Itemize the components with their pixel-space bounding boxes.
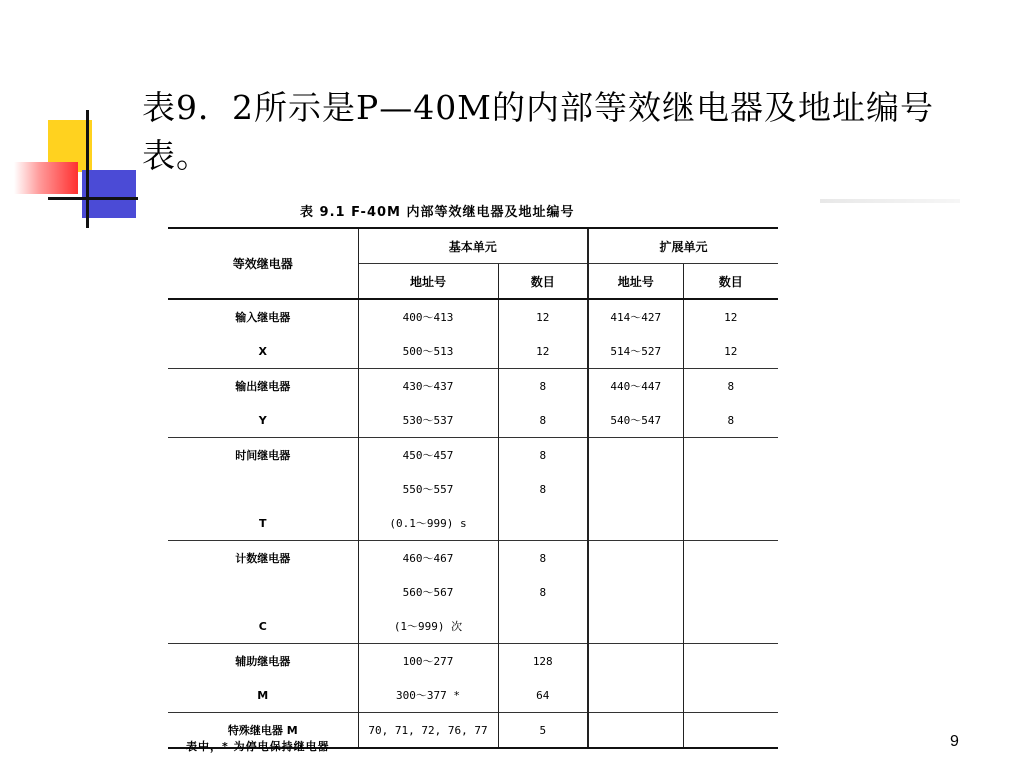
decor-faint-line <box>820 199 960 203</box>
table-row <box>168 678 778 713</box>
cell-address: (0.1～999) s <box>358 506 498 541</box>
cell-ext-address: 514～527 <box>588 334 683 369</box>
cell-address: (1～999) 次 <box>358 609 498 644</box>
cell-ext-address <box>588 438 683 473</box>
table-row <box>168 403 778 438</box>
table-row <box>168 541 778 576</box>
cell-ext-address <box>588 506 683 541</box>
table-row <box>168 644 778 679</box>
cell-count: 64 <box>498 678 588 713</box>
cell-ext-count: 8 <box>683 369 778 404</box>
cell-address: 100～277 <box>358 644 498 679</box>
cell-count: 8 <box>498 369 588 404</box>
cell-relay: C <box>258 619 267 633</box>
cell-ext-count <box>683 678 778 713</box>
cell-relay: 输入继电器 <box>235 311 291 324</box>
cell-ext-address <box>588 678 683 713</box>
table-row <box>168 438 778 473</box>
cell-relay: M <box>257 688 269 702</box>
cell-count: 8 <box>498 575 588 609</box>
header-basic-unit: 基本单元 <box>358 228 588 264</box>
table-row <box>168 472 778 506</box>
cell-address: 400～413 <box>358 299 498 334</box>
cell-address: 70, 71, 72, 76, 77 <box>358 713 498 749</box>
cell-ext-count <box>683 609 778 644</box>
cell-count: 8 <box>498 438 588 473</box>
cell-address: 530～537 <box>358 403 498 438</box>
cell-address: 430～437 <box>358 369 498 404</box>
cell-relay: Y <box>258 413 267 427</box>
table-row <box>168 609 778 644</box>
cell-ext-address <box>588 644 683 679</box>
header-extension-unit: 扩展单元 <box>588 228 778 264</box>
table-footnote: 表中，* 为停电保持继电器 <box>186 740 330 753</box>
cell-ext-address <box>588 575 683 609</box>
cell-count: 8 <box>498 541 588 576</box>
cell-relay: 辅助继电器 <box>168 644 358 679</box>
cell-count: 12 <box>498 299 588 334</box>
cell-count: 5 <box>498 713 588 749</box>
cell-ext-count <box>683 575 778 609</box>
cell-relay: X <box>258 344 267 358</box>
cell-relay: 时间继电器 <box>168 438 358 473</box>
decor-vertical-line <box>86 110 89 228</box>
cell-count: 8 <box>498 403 588 438</box>
cell-count: 128 <box>498 644 588 679</box>
cell-ext-count: 8 <box>683 403 778 438</box>
decor-horizontal-line <box>48 197 138 200</box>
cell-count <box>498 506 588 541</box>
cell-relay: 计数继电器 <box>168 541 358 576</box>
cell-ext-count <box>683 472 778 506</box>
cell-relay: T <box>258 516 267 530</box>
cell-ext-address <box>588 472 683 506</box>
header-equivalent-relay: 等效继电器 <box>168 228 358 299</box>
cell-ext-count: 12 <box>683 299 778 334</box>
cell-address: 300～377 * <box>358 678 498 713</box>
cell-relay: 特殊继电器 M <box>168 713 358 749</box>
cell-ext-address: 440～447 <box>588 369 683 404</box>
cell-ext-address: 540～547 <box>588 403 683 438</box>
page-number: 9 <box>950 733 959 750</box>
header-ext-address: 地址号 <box>588 264 683 300</box>
cell-ext-count <box>683 644 778 679</box>
cell-ext-count: 12 <box>683 334 778 369</box>
cell-ext-address: 414～427 <box>588 299 683 334</box>
cell-ext-count <box>683 541 778 576</box>
cell-ext-address <box>588 609 683 644</box>
cell-relay <box>168 575 358 609</box>
cell-relay: 输出继电器 <box>168 369 358 404</box>
table-row <box>168 299 778 334</box>
header-count: 数目 <box>498 264 588 300</box>
cell-count: 12 <box>498 334 588 369</box>
decor-red-gradient-bar <box>14 162 78 194</box>
cell-address: 460～467 <box>358 541 498 576</box>
cell-address: 550～557 <box>358 472 498 506</box>
cell-count: 8 <box>498 472 588 506</box>
table-caption: 表 9.1 F-40M 内部等效继电器及地址编号 <box>300 205 575 220</box>
slide-title: 表9．2所示是P—40M的内部等效继电器及地址编号表。 <box>142 88 934 175</box>
table-row <box>168 334 778 369</box>
cell-relay <box>168 472 358 506</box>
cell-ext-count <box>683 438 778 473</box>
table-row <box>168 575 778 609</box>
relay-address-table <box>168 227 778 749</box>
cell-address: 500～513 <box>358 334 498 369</box>
cell-address: 450～457 <box>358 438 498 473</box>
header-address: 地址号 <box>358 264 498 300</box>
table-row <box>168 506 778 541</box>
cell-ext-count <box>683 713 778 749</box>
cell-address: 560～567 <box>358 575 498 609</box>
cell-ext-address <box>588 713 683 749</box>
cell-ext-address <box>588 541 683 576</box>
header-ext-count: 数目 <box>683 264 778 300</box>
table-row <box>168 369 778 404</box>
cell-ext-count <box>683 506 778 541</box>
decor-blue-square <box>82 170 136 218</box>
cell-count <box>498 609 588 644</box>
